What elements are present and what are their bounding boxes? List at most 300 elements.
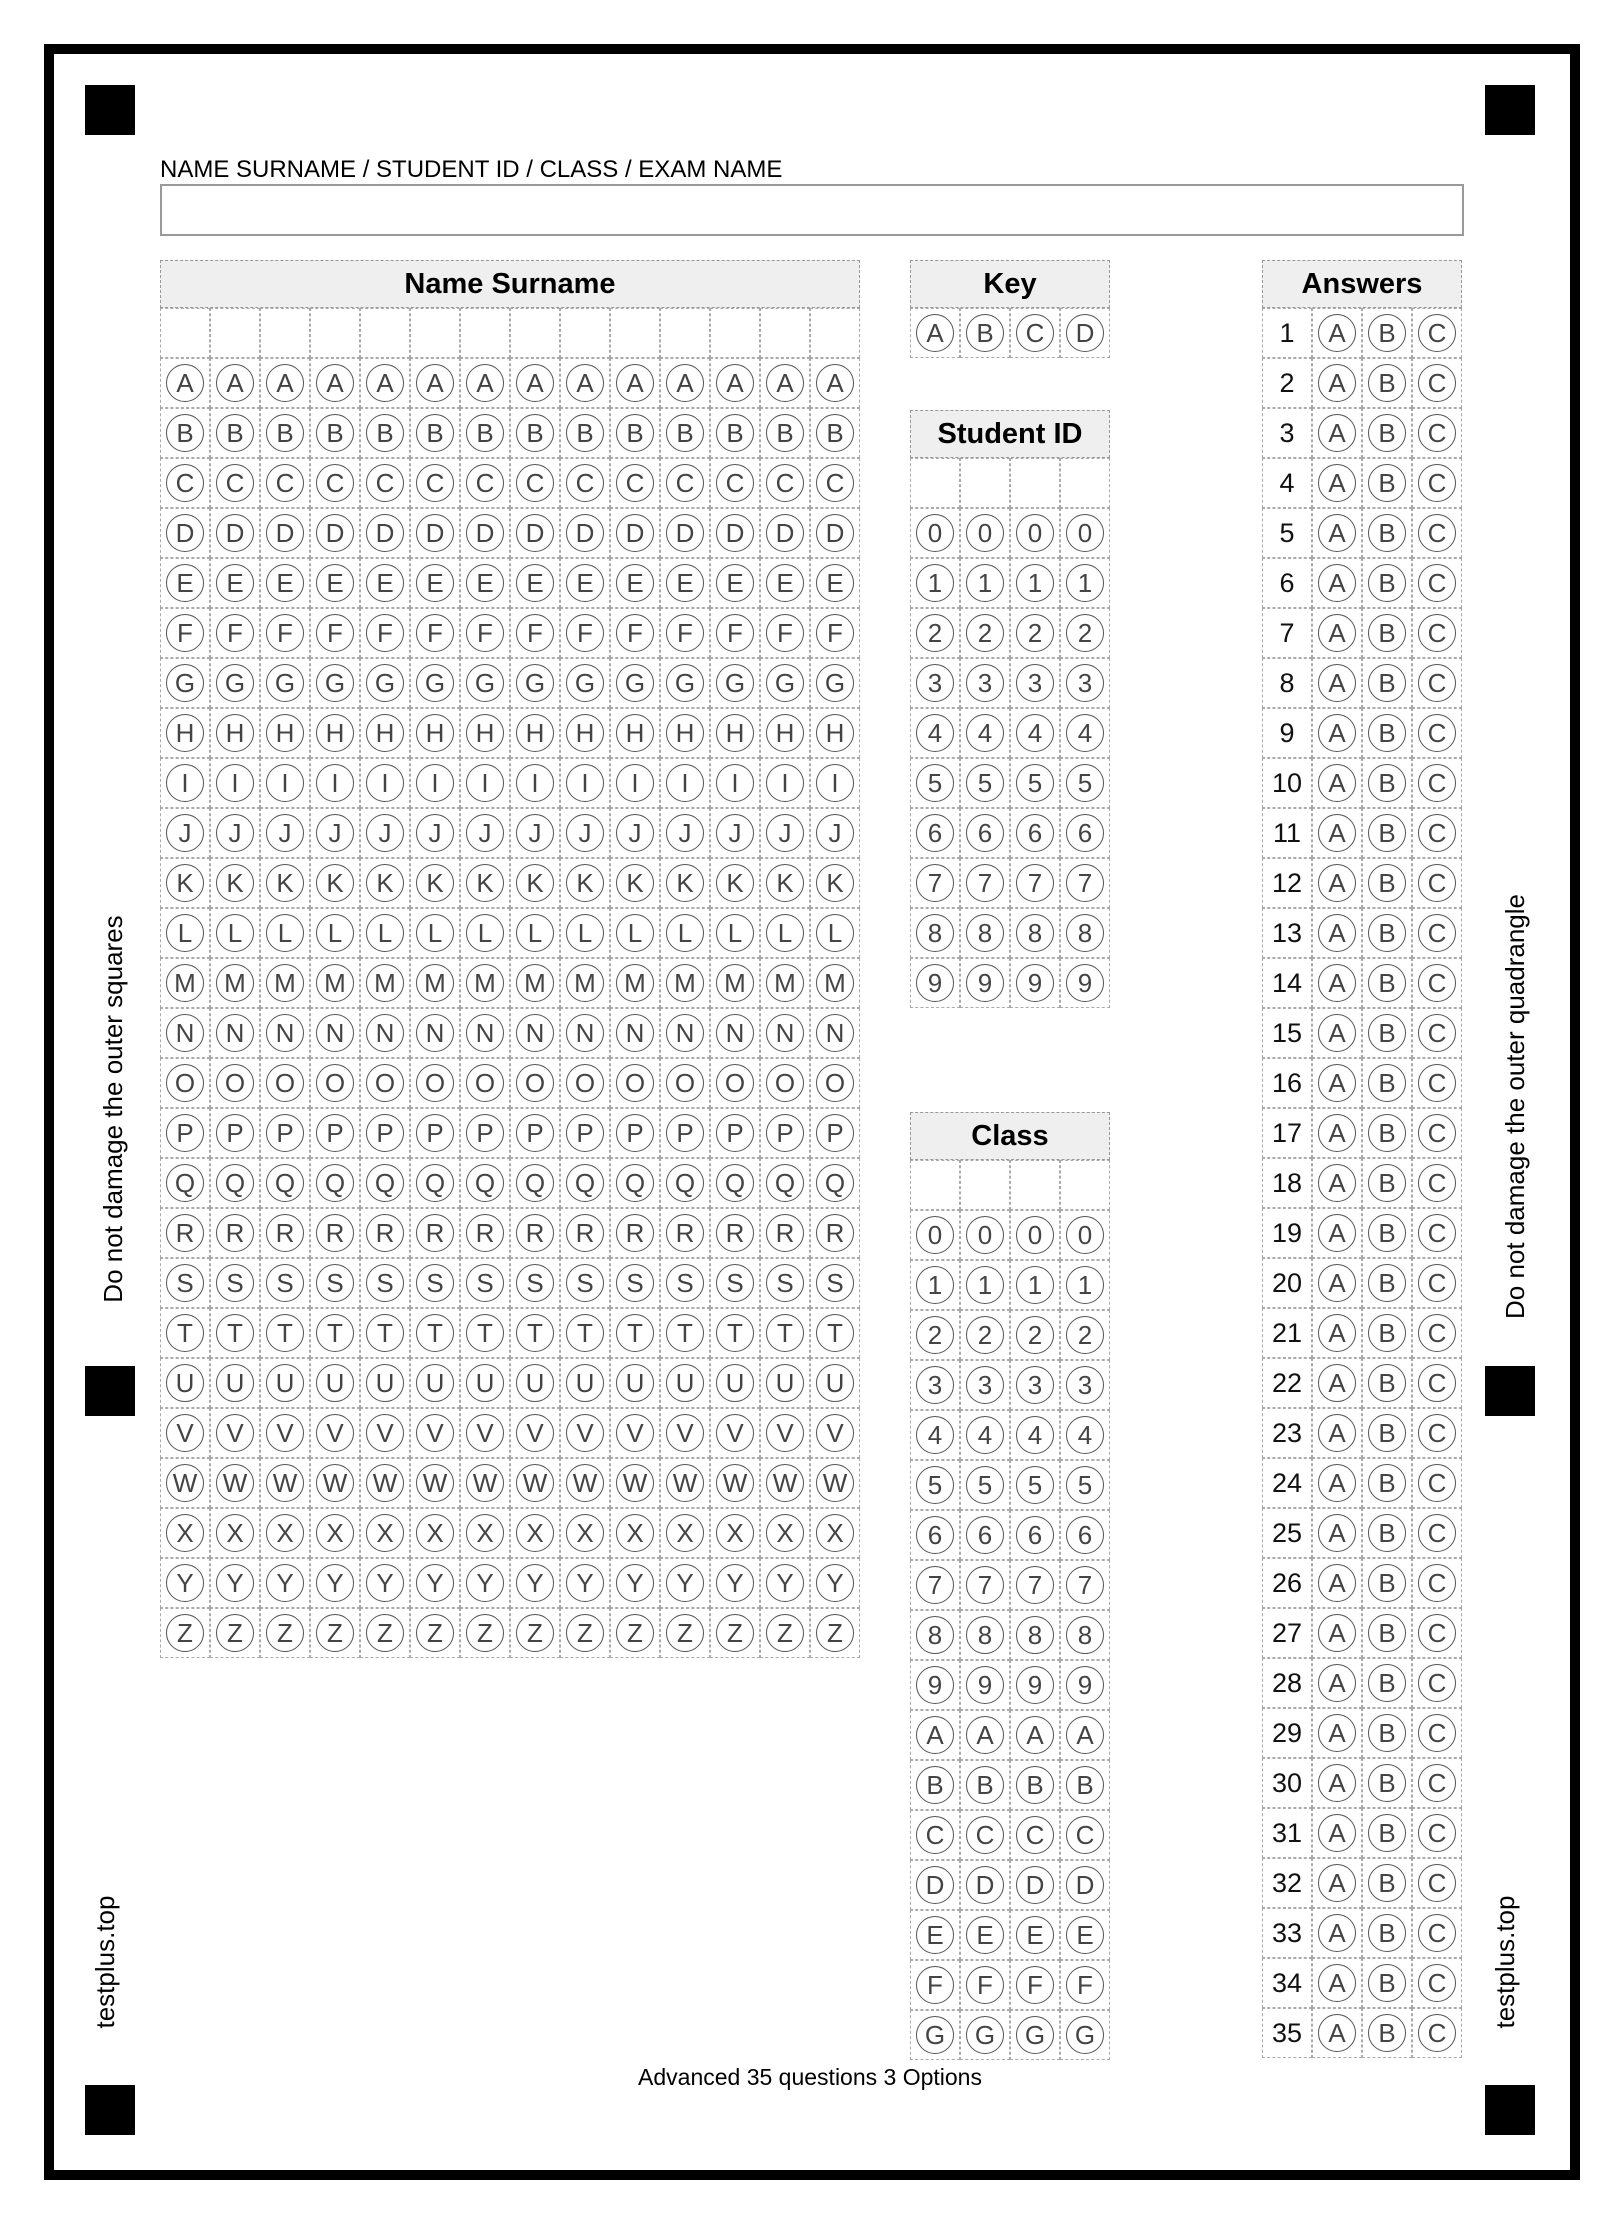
answer-bubble[interactable]: X [516,1514,554,1552]
answer-bubble[interactable]: F [966,1966,1004,2004]
answer-bubble[interactable]: B [716,414,754,452]
answer-bubble[interactable]: N [266,1014,304,1052]
answer-bubble[interactable]: A [1318,1414,1356,1452]
answer-bubble[interactable]: V [716,1414,754,1452]
answer-bubble[interactable]: F [166,614,204,652]
answer-bubble[interactable]: B [316,414,354,452]
answer-bubble[interactable]: C [1418,1564,1456,1602]
answer-bubble[interactable]: M [816,964,854,1002]
answer-bubble[interactable]: G [816,664,854,702]
answer-bubble[interactable]: H [816,714,854,752]
write-in-box[interactable] [410,308,460,358]
answer-bubble[interactable]: 6 [966,1516,1004,1554]
answer-bubble[interactable]: B [566,414,604,452]
answer-bubble[interactable]: 4 [1066,714,1104,752]
answer-bubble[interactable]: 7 [916,1566,954,1604]
answer-bubble[interactable]: N [216,1014,254,1052]
write-in-box[interactable] [510,308,560,358]
answer-bubble[interactable]: S [616,1264,654,1302]
answer-bubble[interactable]: 9 [1066,964,1104,1002]
answer-bubble[interactable]: A [1318,314,1356,352]
answer-bubble[interactable]: C [1418,1514,1456,1552]
answer-bubble[interactable]: K [466,864,504,902]
answer-bubble[interactable]: L [566,914,604,952]
answer-bubble[interactable]: R [616,1214,654,1252]
answer-bubble[interactable]: 5 [1016,1466,1054,1504]
answer-bubble[interactable]: B [1368,414,1406,452]
answer-bubble[interactable]: I [616,764,654,802]
answer-bubble[interactable]: W [516,1464,554,1502]
answer-bubble[interactable]: G [516,664,554,702]
answer-bubble[interactable]: V [616,1414,654,1452]
answer-bubble[interactable]: B [366,414,404,452]
answer-bubble[interactable]: N [316,1014,354,1052]
answer-bubble[interactable]: I [216,764,254,802]
answer-bubble[interactable]: A [1318,1764,1356,1802]
answer-bubble[interactable]: 5 [1066,1466,1104,1504]
answer-bubble[interactable]: U [166,1364,204,1402]
answer-bubble[interactable]: V [266,1414,304,1452]
answer-bubble[interactable]: W [216,1464,254,1502]
answer-bubble[interactable]: V [216,1414,254,1452]
answer-bubble[interactable]: A [1318,1564,1356,1602]
answer-bubble[interactable]: W [766,1464,804,1502]
answer-bubble[interactable]: N [816,1014,854,1052]
answer-bubble[interactable]: 3 [966,1366,1004,1404]
answer-bubble[interactable]: F [266,614,304,652]
answer-bubble[interactable]: A [1318,1864,1356,1902]
answer-bubble[interactable]: I [316,764,354,802]
answer-bubble[interactable]: R [566,1214,604,1252]
answer-bubble[interactable]: C [1418,1464,1456,1502]
answer-bubble[interactable]: S [466,1264,504,1302]
answer-bubble[interactable]: D [566,514,604,552]
answer-bubble[interactable]: I [666,764,704,802]
write-in-box[interactable] [1060,458,1110,508]
answer-bubble[interactable]: R [266,1214,304,1252]
answer-bubble[interactable]: A [1318,1214,1356,1252]
answer-bubble[interactable]: E [266,564,304,602]
answer-bubble[interactable]: D [766,514,804,552]
answer-bubble[interactable]: A [1318,1314,1356,1352]
answer-bubble[interactable]: 1 [916,1266,954,1304]
answer-bubble[interactable]: T [616,1314,654,1352]
answer-bubble[interactable]: C [666,464,704,502]
answer-bubble[interactable]: K [416,864,454,902]
answer-bubble[interactable]: G [366,664,404,702]
answer-bubble[interactable]: 5 [1066,764,1104,802]
answer-bubble[interactable]: B [1016,1766,1054,1804]
answer-bubble[interactable]: U [816,1364,854,1402]
answer-bubble[interactable]: D [466,514,504,552]
answer-bubble[interactable]: 1 [1016,564,1054,602]
answer-bubble[interactable]: B [1368,2014,1406,2052]
answer-bubble[interactable]: V [416,1414,454,1452]
answer-bubble[interactable]: 5 [966,1466,1004,1504]
answer-bubble[interactable]: P [366,1114,404,1152]
answer-bubble[interactable]: X [616,1514,654,1552]
answer-bubble[interactable]: J [166,814,204,852]
answer-bubble[interactable]: A [166,364,204,402]
answer-bubble[interactable]: Y [716,1564,754,1602]
answer-bubble[interactable]: D [666,514,704,552]
answer-bubble[interactable]: E [1066,1916,1104,1954]
answer-bubble[interactable]: Q [266,1164,304,1202]
answer-bubble[interactable]: W [166,1464,204,1502]
answer-bubble[interactable]: 7 [916,864,954,902]
answer-bubble[interactable]: Q [166,1164,204,1202]
answer-bubble[interactable]: 0 [966,1216,1004,1254]
answer-bubble[interactable]: C [1418,1664,1456,1702]
answer-bubble[interactable]: N [466,1014,504,1052]
answer-bubble[interactable]: S [516,1264,554,1302]
write-in-box[interactable] [960,1160,1010,1210]
answer-bubble[interactable]: F [916,1966,954,2004]
answer-bubble[interactable]: Z [216,1614,254,1652]
answer-bubble[interactable]: A [366,364,404,402]
answer-bubble[interactable]: A [1318,364,1356,402]
answer-bubble[interactable]: 6 [1066,814,1104,852]
answer-bubble[interactable]: K [516,864,554,902]
answer-bubble[interactable]: A [1318,514,1356,552]
answer-bubble[interactable]: C [1418,664,1456,702]
answer-bubble[interactable]: O [366,1064,404,1102]
answer-bubble[interactable]: D [366,514,404,552]
write-in-box[interactable] [260,308,310,358]
answer-bubble[interactable]: C [766,464,804,502]
answer-bubble[interactable]: L [266,914,304,952]
answer-bubble[interactable]: S [366,1264,404,1302]
answer-bubble[interactable]: 7 [1066,1566,1104,1604]
answer-bubble[interactable]: J [466,814,504,852]
answer-bubble[interactable]: O [716,1064,754,1102]
answer-bubble[interactable]: A [716,364,754,402]
answer-bubble[interactable]: O [766,1064,804,1102]
answer-bubble[interactable]: C [1418,364,1456,402]
answer-bubble[interactable]: N [716,1014,754,1052]
answer-bubble[interactable]: J [316,814,354,852]
answer-bubble[interactable]: C [1418,1264,1456,1302]
answer-bubble[interactable]: V [816,1414,854,1452]
answer-bubble[interactable]: O [466,1064,504,1102]
answer-bubble[interactable]: R [516,1214,554,1252]
answer-bubble[interactable]: C [1418,1614,1456,1652]
answer-bubble[interactable]: H [516,714,554,752]
answer-bubble[interactable]: 3 [1016,664,1054,702]
answer-bubble[interactable]: U [466,1364,504,1402]
answer-bubble[interactable]: Q [466,1164,504,1202]
answer-bubble[interactable]: A [266,364,304,402]
answer-bubble[interactable]: C [1418,864,1456,902]
answer-bubble[interactable]: 2 [916,1316,954,1354]
answer-bubble[interactable]: B [1368,564,1406,602]
answer-bubble[interactable]: C [1418,1864,1456,1902]
answer-bubble[interactable]: B [216,414,254,452]
answer-bubble[interactable]: T [466,1314,504,1352]
write-in-box[interactable] [710,308,760,358]
answer-bubble[interactable]: E [166,564,204,602]
answer-bubble[interactable]: E [416,564,454,602]
answer-bubble[interactable]: 8 [916,914,954,952]
answer-bubble[interactable]: C [1418,1714,1456,1752]
answer-bubble[interactable]: B [1368,1414,1406,1452]
answer-bubble[interactable]: O [616,1064,654,1102]
answer-bubble[interactable]: U [216,1364,254,1402]
answer-bubble[interactable]: I [516,764,554,802]
answer-bubble[interactable]: A [1016,1716,1054,1754]
answer-bubble[interactable]: B [1368,1664,1406,1702]
answer-bubble[interactable]: H [766,714,804,752]
answer-bubble[interactable]: T [716,1314,754,1352]
answer-bubble[interactable]: 2 [1066,1316,1104,1354]
answer-bubble[interactable]: K [316,864,354,902]
answer-bubble[interactable]: C [416,464,454,502]
answer-bubble[interactable]: W [266,1464,304,1502]
answer-bubble[interactable]: 7 [1066,864,1104,902]
answer-bubble[interactable]: N [416,1014,454,1052]
answer-bubble[interactable]: C [1418,1164,1456,1202]
answer-bubble[interactable]: Z [416,1614,454,1652]
answer-bubble[interactable]: B [666,414,704,452]
answer-bubble[interactable]: 7 [966,1566,1004,1604]
write-in-box[interactable] [810,308,860,358]
answer-bubble[interactable]: M [566,964,604,1002]
answer-bubble[interactable]: 9 [966,1666,1004,1704]
answer-bubble[interactable]: Y [416,1564,454,1602]
answer-bubble[interactable]: 5 [916,1466,954,1504]
write-in-box[interactable] [1010,1160,1060,1210]
answer-bubble[interactable]: V [366,1414,404,1452]
answer-bubble[interactable]: M [266,964,304,1002]
answer-bubble[interactable]: G [416,664,454,702]
answer-bubble[interactable]: 4 [1066,1416,1104,1454]
answer-bubble[interactable]: C [1418,1414,1456,1452]
answer-bubble[interactable]: B [1368,1314,1406,1352]
answer-bubble[interactable]: R [166,1214,204,1252]
answer-bubble[interactable]: I [566,764,604,802]
answer-bubble[interactable]: H [666,714,704,752]
answer-bubble[interactable]: A [916,1716,954,1754]
write-in-box[interactable] [210,308,260,358]
answer-bubble[interactable]: S [316,1264,354,1302]
answer-bubble[interactable]: U [516,1364,554,1402]
answer-bubble[interactable]: A [466,364,504,402]
answer-bubble[interactable]: C [1418,564,1456,602]
answer-bubble[interactable]: K [216,864,254,902]
answer-bubble[interactable]: C [466,464,504,502]
answer-bubble[interactable]: B [966,314,1004,352]
answer-bubble[interactable]: G [716,664,754,702]
answer-bubble[interactable]: B [1368,1714,1406,1752]
answer-bubble[interactable]: L [516,914,554,952]
answer-bubble[interactable]: H [316,714,354,752]
answer-bubble[interactable]: Y [516,1564,554,1602]
answer-bubble[interactable]: E [966,1916,1004,1954]
answer-bubble[interactable]: K [266,864,304,902]
answer-bubble[interactable]: 8 [1066,1616,1104,1654]
answer-bubble[interactable]: F [616,614,654,652]
answer-bubble[interactable]: Q [766,1164,804,1202]
answer-bubble[interactable]: 9 [1066,1666,1104,1704]
answer-bubble[interactable]: O [816,1064,854,1102]
write-in-box[interactable] [960,458,1010,508]
answer-bubble[interactable]: A [1318,1464,1356,1502]
answer-bubble[interactable]: F [566,614,604,652]
answer-bubble[interactable]: T [666,1314,704,1352]
answer-bubble[interactable]: B [1368,1114,1406,1152]
answer-bubble[interactable]: Q [216,1164,254,1202]
answer-bubble[interactable]: Z [716,1614,754,1652]
answer-bubble[interactable]: D [966,1866,1004,1904]
answer-bubble[interactable]: O [216,1064,254,1102]
answer-bubble[interactable]: M [166,964,204,1002]
answer-bubble[interactable]: K [616,864,654,902]
answer-bubble[interactable]: V [316,1414,354,1452]
answer-bubble[interactable]: C [1418,1314,1456,1352]
answer-bubble[interactable]: F [816,614,854,652]
answer-bubble[interactable]: R [416,1214,454,1252]
answer-bubble[interactable]: C [216,464,254,502]
answer-bubble[interactable]: 3 [916,1366,954,1404]
answer-bubble[interactable]: X [216,1514,254,1552]
answer-bubble[interactable]: Y [816,1564,854,1602]
answer-bubble[interactable]: C [166,464,204,502]
answer-bubble[interactable]: Z [816,1614,854,1652]
answer-bubble[interactable]: Q [616,1164,654,1202]
answer-bubble[interactable]: R [466,1214,504,1252]
answer-bubble[interactable]: D [1016,1866,1054,1904]
answer-bubble[interactable]: A [966,1716,1004,1754]
answer-bubble[interactable]: I [366,764,404,802]
answer-bubble[interactable]: C [266,464,304,502]
answer-bubble[interactable]: 8 [966,914,1004,952]
answer-bubble[interactable]: C [1066,1816,1104,1854]
answer-bubble[interactable]: E [766,564,804,602]
answer-bubble[interactable]: A [1318,1364,1356,1402]
answer-bubble[interactable]: U [766,1364,804,1402]
answer-bubble[interactable]: Z [466,1614,504,1652]
answer-bubble[interactable]: C [366,464,404,502]
answer-bubble[interactable]: D [266,514,304,552]
answer-bubble[interactable]: E [816,564,854,602]
answer-bubble[interactable]: D [416,514,454,552]
answer-bubble[interactable]: C [1418,514,1456,552]
answer-bubble[interactable]: T [816,1314,854,1352]
answer-bubble[interactable]: T [766,1314,804,1352]
answer-bubble[interactable]: C [1418,1214,1456,1252]
answer-bubble[interactable]: B [1368,514,1406,552]
answer-bubble[interactable]: H [166,714,204,752]
answer-bubble[interactable]: W [466,1464,504,1502]
answer-bubble[interactable]: C [516,464,554,502]
answer-bubble[interactable]: Z [566,1614,604,1652]
answer-bubble[interactable]: C [1418,964,1456,1002]
answer-bubble[interactable]: O [416,1064,454,1102]
answer-bubble[interactable]: B [1368,714,1406,752]
answer-bubble[interactable]: K [366,864,404,902]
answer-bubble[interactable]: D [166,514,204,552]
answer-bubble[interactable]: W [816,1464,854,1502]
answer-bubble[interactable]: T [266,1314,304,1352]
answer-bubble[interactable]: A [1318,1814,1356,1852]
answer-bubble[interactable]: A [1318,1014,1356,1052]
answer-bubble[interactable]: I [766,764,804,802]
answer-bubble[interactable]: B [1368,1564,1406,1602]
answer-bubble[interactable]: L [366,914,404,952]
answer-bubble[interactable]: O [566,1064,604,1102]
answer-bubble[interactable]: A [766,364,804,402]
answer-bubble[interactable]: D [916,1866,954,1904]
answer-bubble[interactable]: C [1418,614,1456,652]
answer-bubble[interactable]: 1 [1066,1266,1104,1304]
answer-bubble[interactable]: B [616,414,654,452]
answer-bubble[interactable]: P [566,1114,604,1152]
answer-bubble[interactable]: 2 [1016,1316,1054,1354]
answer-bubble[interactable]: E [516,564,554,602]
answer-bubble[interactable]: Q [416,1164,454,1202]
answer-bubble[interactable]: F [366,614,404,652]
answer-bubble[interactable]: L [666,914,704,952]
answer-bubble[interactable]: G [916,2016,954,2054]
answer-bubble[interactable]: A [1318,714,1356,752]
answer-bubble[interactable]: Y [166,1564,204,1602]
answer-bubble[interactable]: 9 [916,1666,954,1704]
write-in-box[interactable] [1010,458,1060,508]
answer-bubble[interactable]: 3 [916,664,954,702]
answer-bubble[interactable]: Y [266,1564,304,1602]
answer-bubble[interactable]: E [466,564,504,602]
answer-bubble[interactable]: C [1418,414,1456,452]
answer-bubble[interactable]: Y [566,1564,604,1602]
answer-bubble[interactable]: 2 [966,614,1004,652]
answer-bubble[interactable]: C [916,1816,954,1854]
answer-bubble[interactable]: C [1418,1914,1456,1952]
answer-bubble[interactable]: B [1368,1914,1406,1952]
answer-bubble[interactable]: A [1066,1716,1104,1754]
answer-bubble[interactable]: X [416,1514,454,1552]
answer-bubble[interactable]: X [816,1514,854,1552]
answer-bubble[interactable]: 1 [966,564,1004,602]
answer-bubble[interactable]: C [1418,2014,1456,2052]
answer-bubble[interactable]: D [716,514,754,552]
answer-bubble[interactable]: K [166,864,204,902]
answer-bubble[interactable]: J [366,814,404,852]
answer-bubble[interactable]: J [216,814,254,852]
answer-bubble[interactable]: G [316,664,354,702]
answer-bubble[interactable]: 2 [1016,614,1054,652]
answer-bubble[interactable]: F [666,614,704,652]
answer-bubble[interactable]: V [166,1414,204,1452]
answer-bubble[interactable]: A [566,364,604,402]
answer-bubble[interactable]: B [416,414,454,452]
write-in-box[interactable] [910,458,960,508]
answer-bubble[interactable]: C [316,464,354,502]
answer-bubble[interactable]: Z [316,1614,354,1652]
answer-bubble[interactable]: K [816,864,854,902]
answer-bubble[interactable]: J [716,814,754,852]
answer-bubble[interactable]: L [316,914,354,952]
answer-bubble[interactable]: C [1016,1816,1054,1854]
answer-bubble[interactable]: 1 [966,1266,1004,1304]
answer-bubble[interactable]: W [366,1464,404,1502]
answer-bubble[interactable]: Y [666,1564,704,1602]
answer-bubble[interactable]: 7 [1016,1566,1054,1604]
answer-bubble[interactable]: 0 [1016,1216,1054,1254]
answer-bubble[interactable]: F [216,614,254,652]
answer-bubble[interactable]: 0 [1066,514,1104,552]
answer-bubble[interactable]: S [666,1264,704,1302]
answer-bubble[interactable]: I [166,764,204,802]
